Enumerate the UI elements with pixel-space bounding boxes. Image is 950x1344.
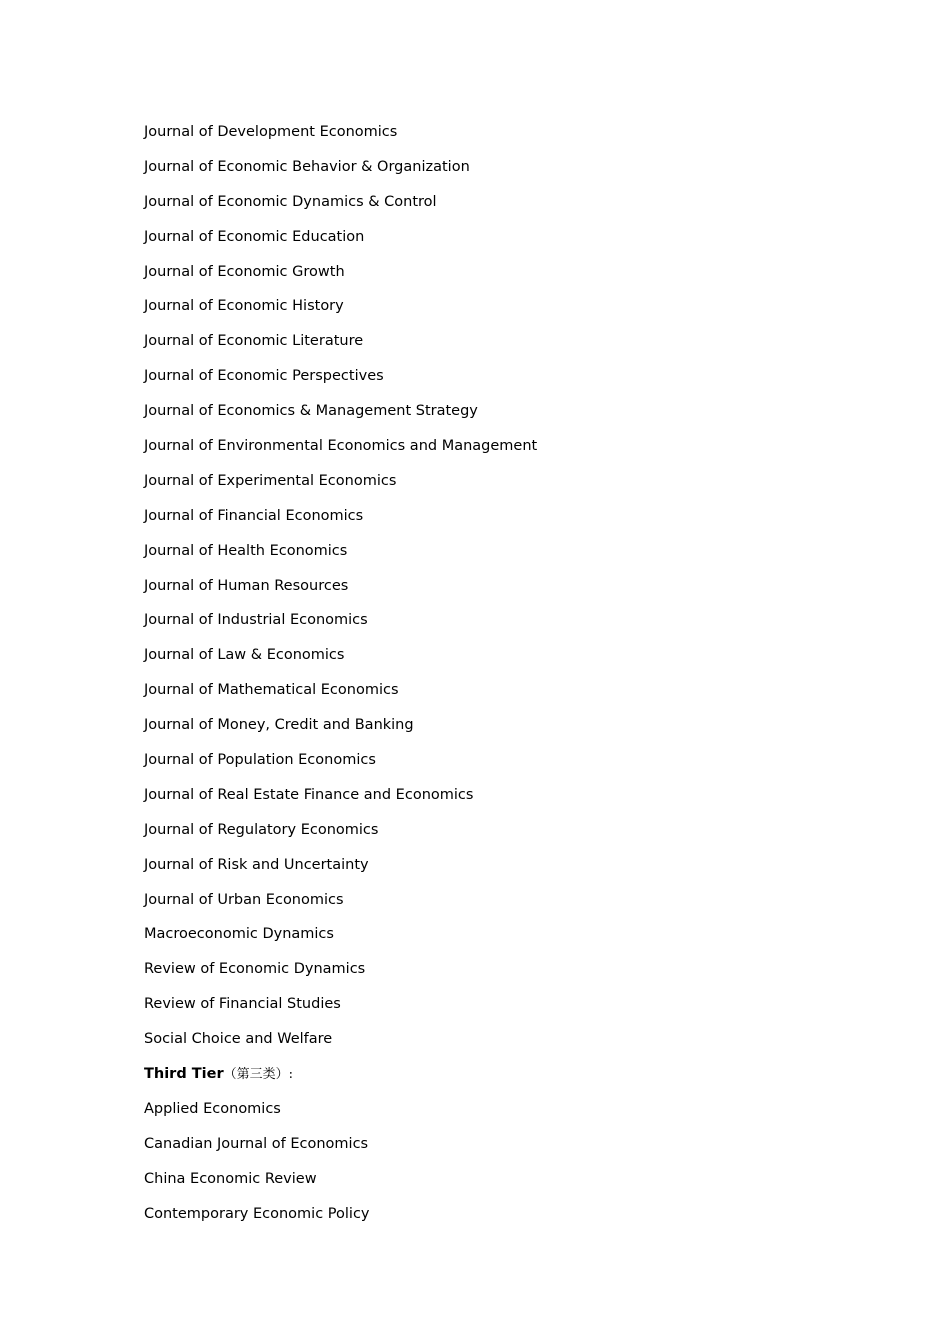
journal-item: Journal of Environmental Economics and Management (144, 438, 538, 455)
journal-item: Journal of Development Economics (144, 124, 398, 140)
journal-item: Journal of Health Economics (144, 542, 348, 559)
journal-item: Journal of Mathematical Economics (144, 682, 399, 699)
journal-item: Journal of Experimental Economics (144, 472, 397, 489)
journal-item: Journal of Economics & Management Strategy (144, 403, 478, 420)
journal-item: Journal of Economic Literature (144, 333, 364, 350)
journal-item: Journal of Law & Economics (144, 647, 345, 664)
journal-item: Canadian Journal of Economics (144, 1135, 369, 1152)
journal-item: Journal of Financial Economics (144, 507, 364, 524)
journal-item: Macroeconomic Dynamics (144, 926, 334, 943)
journal-item: China Economic Review (144, 1170, 317, 1187)
journal-item: Journal of Economic Education (144, 228, 365, 245)
journal-item: Applied Economics (144, 1100, 281, 1117)
journal-item: Journal of Human Resources (144, 577, 349, 594)
journal-item: Journal of Economic Behavior & Organization (144, 158, 470, 175)
journal-item: Journal of Population Economics (144, 752, 376, 769)
third-tier-heading-suffix: （第三类）: (223, 1067, 293, 1083)
journal-item: Journal of Industrial Economics (144, 612, 368, 629)
journal-item: Journal of Regulatory Economics (144, 821, 379, 838)
journal-item: Journal of Economic History (144, 298, 344, 315)
journal-item: Contemporary Economic Policy (144, 1205, 370, 1222)
journal-item: Journal of Real Estate Finance and Economics (144, 786, 474, 803)
journal-list (144, 122, 537, 1239)
journal-item: Journal of Risk and Uncertainty (144, 856, 369, 873)
third-tier-heading-label: Third Tier (144, 1066, 224, 1083)
journal-item: Journal of Economic Growth (144, 263, 345, 280)
journal-item: Journal of Economic Perspectives (144, 368, 384, 385)
journal-item: Journal of Urban Economics (144, 891, 344, 908)
journal-item: Journal of Money, Credit and Banking (144, 717, 414, 734)
journal-item: Review of Economic Dynamics (144, 961, 366, 978)
journal-item: Journal of Economic Dynamics & Control (144, 193, 437, 210)
journal-item: Review of Financial Studies (144, 996, 341, 1013)
third-tier-heading (144, 1064, 537, 1099)
journal-item: Social Choice and Welfare (144, 1031, 333, 1048)
